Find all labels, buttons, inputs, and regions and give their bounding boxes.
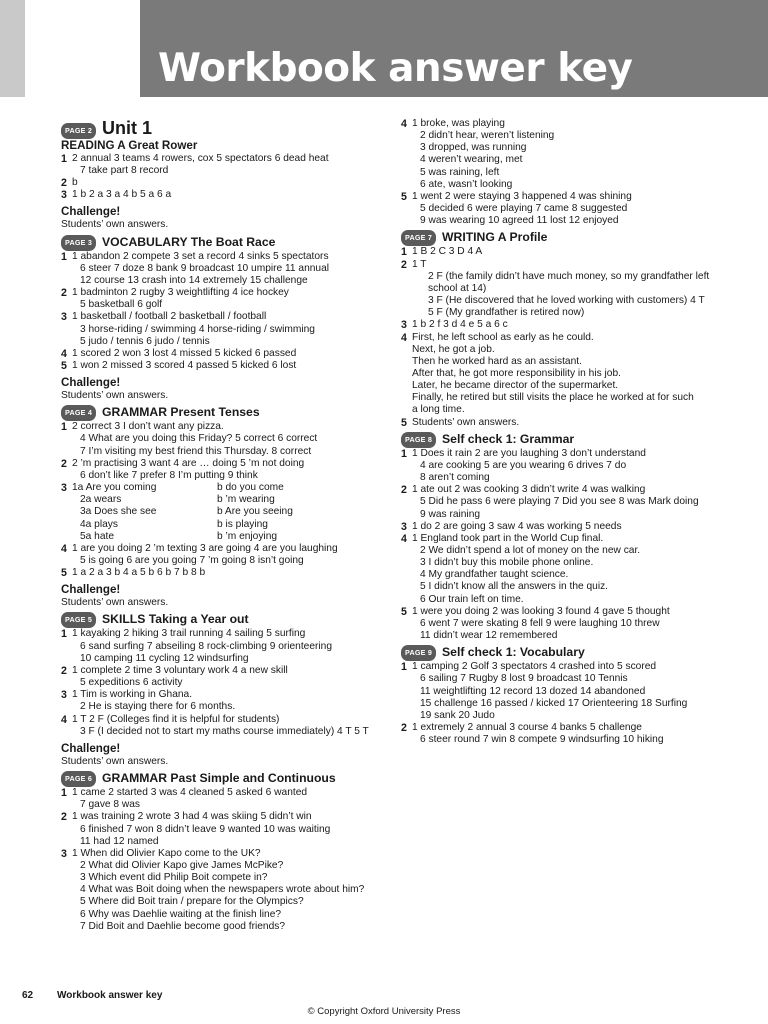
question-answers <box>72 287 391 311</box>
answer-line: 2 What did Olivier Kapo give James McPike? <box>80 859 284 871</box>
answer-line: 5 I didn’t know all the answers in the quiz. <box>420 581 609 593</box>
question <box>61 714 391 738</box>
question-number: 5 <box>61 359 67 372</box>
answer-line: 1 badminton 2 rugby 3 weightlifting 4 ice hockey <box>72 287 289 299</box>
question-number: 1 <box>401 661 407 674</box>
answer-line: 7 Did Boit and Daehlie become good friends? <box>80 920 286 932</box>
answer-line: 19 sank 20 Judo <box>420 709 495 721</box>
answer-line: 1 b 2 a 3 a 4 b 5 a 6 a <box>72 189 172 201</box>
answer-line: 5 was raining, left <box>420 166 500 178</box>
question <box>401 332 731 417</box>
question-answers <box>72 714 391 738</box>
question-answers <box>412 448 731 484</box>
question <box>401 533 731 606</box>
question-answers <box>72 458 391 482</box>
question-answers <box>72 482 391 543</box>
question <box>61 287 391 311</box>
answer-line: 1 kayaking 2 hiking 3 trail running 4 sailing 5 surfing <box>72 628 306 640</box>
answer-line: 1 broke, was playing <box>412 118 505 129</box>
answer-line: 6 Why was Daehlie waiting at the finish line? <box>80 908 282 920</box>
question-answers <box>412 319 731 331</box>
question-answers <box>72 251 391 287</box>
question <box>61 360 391 372</box>
answer-line: 1 are you doing 2 ’m texting 3 are going 4 are you laughing <box>72 542 338 554</box>
question-number: 1 <box>61 421 67 434</box>
section-title: READING A Great Rower <box>61 138 198 152</box>
answer-line: 1 was training 2 wrote 3 had 4 was skiing 5 didn’t win <box>72 811 312 823</box>
answer-cell: b ’m wearing <box>217 494 275 506</box>
header-side-block <box>0 0 25 97</box>
answer-line: 5 F (My grandfather is retired now) <box>428 307 585 319</box>
answer-line: 15 challenge 16 passed / kicked 17 Orienteering 18 Surfing <box>420 697 688 709</box>
question-answers <box>72 421 391 457</box>
question-number: 4 <box>401 331 407 344</box>
question-answers <box>72 628 391 664</box>
answer-line: 1 b 2 f 3 d 4 e 5 a 6 c <box>412 319 508 331</box>
question-number: 1 <box>61 152 67 165</box>
question <box>401 319 731 331</box>
question <box>61 689 391 713</box>
challenge-text: Students’ own answers. <box>61 755 169 767</box>
question-number: 3 <box>61 689 67 702</box>
question-number: 3 <box>61 847 67 860</box>
answer-cell: b do you come <box>217 482 284 494</box>
answer-line: 11 didn’t wear 12 remembered <box>420 630 558 642</box>
answer-line: 1 won 2 missed 3 scored 4 passed 5 kicked 6 lost <box>72 359 297 371</box>
answer-line: 2 didn’t hear, weren’t listening <box>420 130 555 142</box>
answer-cell: 3a Does she see <box>80 506 157 518</box>
page-number: 62 <box>22 990 34 1001</box>
question-answers <box>412 661 731 722</box>
answer-line: 9 was wearing 10 agreed 11 lost 12 enjoyed <box>420 215 619 227</box>
question-answers <box>72 311 391 347</box>
challenge-heading: Challenge! <box>61 205 121 219</box>
answer-line: 4 What was Boit doing when the newspapers wrote about him? <box>80 884 365 896</box>
question-answers <box>72 689 391 713</box>
answer-cell: b ’m enjoying <box>217 530 278 542</box>
answer-line: 2 He is staying there for 6 months. <box>80 701 236 713</box>
question-answers <box>412 332 731 417</box>
answer-line: 10 camping 11 cycling 12 windsurfing <box>80 652 249 664</box>
answer-cell: 2a wears <box>80 494 122 506</box>
question <box>401 417 731 429</box>
answer-line: 3 dropped, was running <box>420 142 527 154</box>
page-badge: PAGE 5 <box>61 612 96 628</box>
answer-cell: 5a hate <box>80 530 114 542</box>
answer-line: 1 B 2 C 3 D 4 A <box>412 246 483 258</box>
answer-line: 5 expeditions 6 activity <box>80 677 183 689</box>
question <box>61 189 391 201</box>
section-header <box>61 771 391 787</box>
answer-line: 7 gave 8 was <box>80 799 141 811</box>
question <box>401 259 731 320</box>
answer-line: 3 I didn’t buy this mobile phone online. <box>420 557 594 569</box>
question-number: 1 <box>61 787 67 800</box>
question-answers <box>412 259 731 320</box>
section-header <box>61 612 391 628</box>
answer-line: b <box>72 177 78 189</box>
answer-line: 4 What are you doing this Friday? 5 correct 6 correct <box>80 433 318 445</box>
answer-line: 7 take part 8 record <box>80 164 169 176</box>
question-number: 2 <box>61 287 67 300</box>
question-number: 5 <box>401 190 407 203</box>
copyright: © Copyright Oxford University Press <box>307 1006 461 1017</box>
question-number: 3 <box>61 189 67 202</box>
section-header <box>401 432 731 448</box>
question-number: 1 <box>401 447 407 460</box>
answer-line: 1 basketball / football 2 basketball / football <box>72 311 267 323</box>
question-number: 4 <box>401 532 407 545</box>
question-answers <box>412 533 731 606</box>
page-badge: PAGE 2 <box>61 123 96 139</box>
answer-line: 5 decided 6 were playing 7 came 8 suggested <box>420 203 628 215</box>
answer-line: 11 had 12 named <box>80 835 159 847</box>
answer-line: 2 correct 3 I don’t want any pizza. <box>72 421 224 433</box>
question-number: 5 <box>61 567 67 580</box>
question-number: 2 <box>61 811 67 824</box>
question-number: 2 <box>401 484 407 497</box>
answer-line: 1 abandon 2 compete 3 set a record 4 sinks 5 spectators <box>72 250 329 262</box>
answer-line: 6 sailing 7 Rugby 8 lost 9 broadcast 10 Tennis <box>420 673 628 685</box>
question <box>61 628 391 664</box>
answer-line: Later, he became director of the supermarket. <box>412 380 619 392</box>
section-header <box>401 230 731 246</box>
section-header <box>401 645 731 661</box>
question-number: 2 <box>61 664 67 677</box>
answer-line: 6 don’t like 7 prefer 8 I’m putting 9 think <box>80 469 258 481</box>
question <box>61 811 391 847</box>
question-answers <box>412 417 731 429</box>
question <box>61 251 391 287</box>
question <box>401 191 731 227</box>
section-title: GRAMMAR Present Tenses <box>102 405 260 420</box>
answer-line: 2 F (the family didn’t have much money, so my grandfather left school at 14) <box>428 270 710 294</box>
question-answers <box>412 521 731 533</box>
answer-line: 1 England took part in the World Cup final. <box>412 532 604 544</box>
question-answers <box>72 567 391 579</box>
answer-line: 2 annual 3 teams 4 rowers, cox 5 spectators 6 dead heat <box>72 152 329 164</box>
answer-line: 6 Our train left on time. <box>420 593 524 605</box>
page-badge: PAGE 8 <box>401 432 436 448</box>
answer-line: 6 ate, wasn’t looking <box>420 178 513 190</box>
answer-line: 1 came 2 started 3 was 4 cleaned 5 asked 6 wanted <box>72 787 308 799</box>
question-number: 2 <box>61 177 67 190</box>
question-answers <box>412 191 731 227</box>
question <box>61 153 391 177</box>
answer-line: Then he worked hard as an assistant. <box>412 355 582 367</box>
answer-line: 6 sand surfing 7 abseiling 8 rock-climbing 9 orienteering <box>80 640 332 652</box>
answer-line: 6 steer 7 doze 8 bank 9 broadcast 10 umpire 11 annual <box>80 262 330 274</box>
question-number: 1 <box>61 250 67 263</box>
question <box>401 606 731 642</box>
answer-line: 11 weightlifting 12 record 13 dozed 14 abandoned <box>420 685 646 697</box>
question <box>401 118 731 191</box>
challenge-text: Students’ own answers. <box>61 597 169 609</box>
question <box>61 458 391 482</box>
question <box>61 421 391 457</box>
question <box>401 448 731 484</box>
answer-line: First, he left school as early as he could. <box>412 331 594 343</box>
question <box>61 567 391 579</box>
question-answers <box>72 543 391 567</box>
answer-line: After that, he got more responsibility in his job. <box>412 367 621 379</box>
question-answers <box>72 348 391 360</box>
question-number: 4 <box>61 713 67 726</box>
answer-line: 4 are cooking 5 are you wearing 6 drives 7 do <box>420 459 627 471</box>
question-number: 3 <box>401 520 407 533</box>
challenge-heading: Challenge! <box>61 583 121 597</box>
answer-line: 2 We didn’t spend a lot of money on the new car. <box>420 545 641 556</box>
question <box>61 665 391 689</box>
answer-line: 2 ’m practising 3 want 4 are … doing 5 ’m not doing <box>72 457 305 469</box>
answer-line: 9 was raining <box>420 508 481 520</box>
question-answers <box>412 722 731 746</box>
question-answers <box>72 848 391 933</box>
question-number: 3 <box>61 311 67 324</box>
question <box>61 311 391 347</box>
unit-header <box>61 118 391 139</box>
right-column <box>401 118 731 746</box>
question-answers <box>72 189 391 201</box>
question-number: 4 <box>61 347 67 360</box>
answer-line: 8 aren’t coming <box>420 472 490 484</box>
answer-line: 1 a 2 a 3 b 4 a 5 b 6 b 7 b 8 b <box>72 567 206 579</box>
question-number: 4 <box>401 118 407 130</box>
page-title: Workbook answer key <box>158 46 633 91</box>
left-column <box>61 118 391 933</box>
section-header <box>61 235 391 251</box>
question-number: 2 <box>401 258 407 271</box>
answer-line: 5 is going 6 are you going 7 ’m going 8 isn’t going <box>80 555 304 566</box>
answer-line: 1 extremely 2 annual 3 course 4 banks 5 challenge <box>412 722 642 734</box>
answer-line: 1 When did Olivier Kapo come to the UK? <box>72 847 261 859</box>
answer-line: 1 camping 2 Golf 3 spectators 4 crashed into 5 scored <box>412 661 657 673</box>
question-answers <box>72 177 391 189</box>
page-badge: PAGE 7 <box>401 230 436 246</box>
question <box>61 482 391 543</box>
answer-line: 1 complete 2 time 3 voluntary work 4 a new skill <box>72 664 288 676</box>
answer-line: Next, he got a job. <box>412 343 495 355</box>
section-header <box>61 405 391 421</box>
answer-line: 12 course 13 crash into 14 extremely 15 challenge <box>80 274 308 286</box>
answer-line: 1 do 2 are going 3 saw 4 was working 5 needs <box>412 520 622 532</box>
question <box>61 787 391 811</box>
answer-line: 5 Did he pass 6 were playing 7 Did you see 8 was Mark doing <box>420 496 699 508</box>
question-answers <box>412 606 731 642</box>
answer-line: 5 Where did Boit train / prepare for the Olympics? <box>80 896 304 908</box>
answer-cell: b Are you seeing <box>217 506 293 518</box>
answer-line: 3 F (He discovered that he loved working with customers) 4 T <box>428 295 705 307</box>
answer-line: 1 Tim is working in Ghana. <box>72 689 193 701</box>
answer-line: 6 went 7 were skating 8 fell 9 were laughing 10 threw <box>420 617 660 629</box>
challenge-heading: Challenge! <box>61 376 121 390</box>
challenge-text: Students’ own answers. <box>61 219 169 231</box>
section-title: WRITING A Profile <box>442 230 548 245</box>
answer-line: 1 ate out 2 was cooking 3 didn’t write 4 was walking <box>412 484 646 496</box>
answer-line: 5 judo / tennis 6 judo / tennis <box>80 335 210 347</box>
question-answers <box>412 246 731 258</box>
answer-cell: 1a Are you coming <box>72 482 157 494</box>
answer-line: 3 F (I decided not to start my maths course immediately) 4 T 5 T <box>80 725 369 737</box>
question-number: 5 <box>401 416 407 429</box>
question-answers <box>72 153 391 177</box>
question-answers <box>72 787 391 811</box>
section-title: Self check 1: Vocabulary <box>442 645 585 660</box>
answer-line: 5 basketball 6 golf <box>80 299 163 311</box>
question <box>61 177 391 189</box>
question <box>401 722 731 746</box>
answer-line: 6 steer round 7 win 8 compete 9 windsurfing 10 hiking <box>420 734 664 746</box>
answer-line: 3 Which event did Philip Boit compete in? <box>80 872 268 884</box>
answer-line: 1 T <box>412 258 427 270</box>
answer-line: 4 weren’t wearing, met <box>420 154 523 166</box>
section-title: Self check 1: Grammar <box>442 431 575 446</box>
question <box>61 848 391 933</box>
page-badge: PAGE 4 <box>61 405 96 421</box>
answer-line: 4 My grandfather taught science. <box>420 569 569 581</box>
answer-line: 1 were you doing 2 was looking 3 found 4 gave 5 thought <box>412 605 670 617</box>
question-number: 5 <box>401 605 407 618</box>
footer-label: Workbook answer key <box>57 990 163 1001</box>
page-badge: PAGE 9 <box>401 645 436 661</box>
answer-line: 1 scored 2 won 3 lost 4 missed 5 kicked 6 passed <box>72 347 297 359</box>
question <box>61 348 391 360</box>
question-number: 2 <box>61 457 67 470</box>
question <box>401 246 731 258</box>
question <box>401 484 731 520</box>
challenge-text: Students’ own answers. <box>61 390 169 402</box>
answer-line: 1 Does it rain 2 are you laughing 3 don’t understand <box>412 447 646 459</box>
challenge-heading: Challenge! <box>61 741 121 755</box>
page-badge: PAGE 3 <box>61 235 96 251</box>
section-title: GRAMMAR Past Simple and Continuous <box>102 771 336 786</box>
question-number: 1 <box>401 246 407 259</box>
page-badge: PAGE 6 <box>61 771 96 787</box>
answer-line: 1 went 2 were staying 3 happened 4 was shining <box>412 190 632 202</box>
question-number: 3 <box>61 482 67 495</box>
answer-line: Finally, he retired but still visits the place he worked at for such a long time. <box>412 392 694 416</box>
question-number: 1 <box>61 628 67 641</box>
question-answers <box>72 811 391 847</box>
answer-line: 6 finished 7 won 8 didn’t leave 9 wanted 10 was waiting <box>80 823 331 835</box>
section-title: VOCABULARY The Boat Race <box>102 234 276 249</box>
answer-cell: b is playing <box>217 518 268 530</box>
unit-title: Unit 1 <box>102 118 153 138</box>
question <box>401 521 731 533</box>
question-number: 4 <box>61 542 67 555</box>
question-answers <box>412 484 731 520</box>
answer-line: 1 T 2 F (Colleges find it is helpful for students) <box>72 713 280 725</box>
question-answers <box>72 360 391 372</box>
section-title: SKILLS Taking a Year out <box>102 612 249 627</box>
question-number: 2 <box>401 722 407 735</box>
answer-line: 3 horse-riding / swimming 4 horse-riding / swimming <box>80 323 315 335</box>
question-number: 3 <box>401 319 407 332</box>
question <box>61 543 391 567</box>
answer-line: 7 I’m visiting my best friend this Thursday. 8 correct <box>80 445 312 457</box>
question-answers <box>72 665 391 689</box>
answer-line: Students’ own answers. <box>412 416 520 428</box>
question-answers <box>412 118 731 191</box>
question <box>401 661 731 722</box>
answer-cell: 4a plays <box>80 518 118 530</box>
